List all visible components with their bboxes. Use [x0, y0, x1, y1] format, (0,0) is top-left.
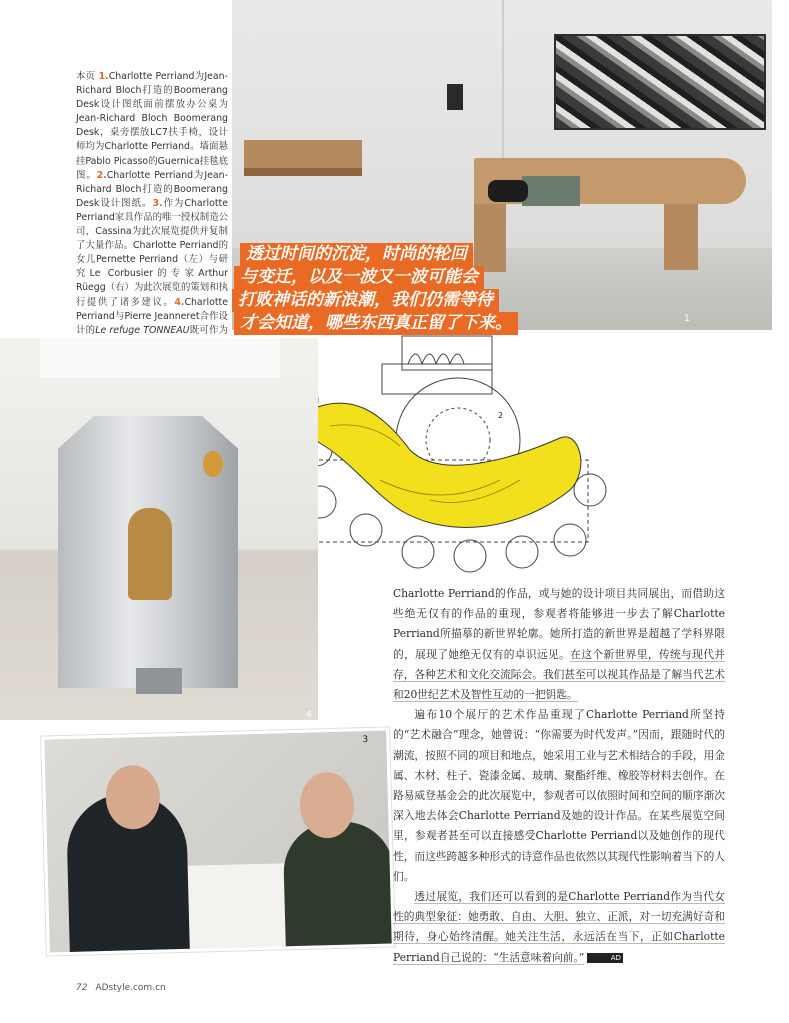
- wall-shelf: [244, 140, 362, 176]
- page-number: 72: [76, 983, 88, 993]
- caption-text-4c: 既可作为: [189, 324, 228, 336]
- caption-intro: 本页: [76, 71, 99, 82]
- photo-number-3: 3: [362, 735, 369, 746]
- photo-number-1: 1: [684, 314, 690, 324]
- boomerang-desk-drawing: [290, 330, 610, 600]
- drawing-desk-shape: [310, 403, 581, 527]
- drawing-shelf: [382, 364, 492, 394]
- caption-number-3: 3.: [152, 197, 163, 209]
- arthur-ruegg: [283, 820, 395, 953]
- quote-line-3: 打败神话的新浪潮，我们仍需等待: [232, 289, 499, 312]
- caption-number-4: 4.: [174, 296, 185, 308]
- drawing-cabinet: [402, 336, 492, 370]
- quote-line-1: 透过时间的沉淀，时尚的轮回: [240, 243, 473, 266]
- caption-text-3: 作为Charlotte Perriand家具作品的唯一授权制造公司，Cassina为此次展览提供并复制了大量作品。Charlotte Perriand的女儿Pernette Perriand（左）与研究Le Corbusier的专家Arthur Rüegg（右）为此次展览的策划和执行提供了诸多建议。: [76, 197, 228, 308]
- article-body: [393, 584, 725, 968]
- drawing-photo-number: 2: [498, 411, 504, 420]
- drawing-seat-9: [574, 474, 606, 506]
- caption-text-4-title: Le refuge TONNEAU: [95, 324, 190, 336]
- caption-number-1: 1.: [98, 71, 109, 82]
- paragraph-1: Charlotte Perriand的作品，或与她的设计项目共同展出，而借助这些绝无仅有的作品的重现，参观者将能够进一步去了解Charlotte Perriand所描摹的新世界轮廓。她所打造的新世界是超越了学科界限的，展现了她绝无仅有的卓识远见。在这个新世界里，传统与现代并存，各种艺术和文化交流际会。我们甚至可以视其作品是了解当代艺术和20世纪艺术及智性互动的一把钥匙。: [393, 587, 725, 702]
- caption-number-2: 2.: [96, 169, 107, 181]
- photo-curators-meeting: [41, 727, 395, 955]
- photo-captions: [76, 70, 228, 352]
- pod-window: [203, 451, 223, 477]
- pull-quote: [232, 243, 532, 335]
- drawing-seat-5: [402, 536, 434, 568]
- skylight: [40, 338, 280, 378]
- photo-tonneau-refuge: [0, 338, 318, 720]
- paragraph-2: 遍布10个展厅的艺术作品重现了Charlotte Perriand所坚持的“艺术融合”理念，她曾说：“你需要为时代发声。”因而，跟随时代的潮流，按照不同的项目和地点，她采用工业与艺术相结合的手段，用金属、木材、柱子、瓷漆金属、玻璃、聚酯纤维、橡胶等材料去创作。在路易威登基金会的此次展览中，参观者可以依照时间和空间的顺序渐次深入地去体会Charlotte Perriand及她的设计作品。在某些展览空间里，参观者甚至可以直接感受Charlotte Perriand以及她创作的现代性，而这些跨越多种形式的诗意作品也依然以其现代性影响着当下的人们。: [393, 708, 725, 883]
- small-frame: [447, 84, 463, 110]
- photo-number-4: 4: [306, 710, 312, 720]
- end-mark: AD: [587, 953, 623, 963]
- caption-text-2: Charlotte Perriand为Jean-Richard Bloch打造的Boomerang Desk设计图纸。: [76, 169, 228, 209]
- quote-line-2: 与变迁，以及一波又一波可能会: [234, 266, 484, 289]
- drawing-seat-7: [506, 536, 538, 568]
- site-url[interactable]: ADstyle.com.cn: [95, 983, 166, 993]
- page-footer: [76, 983, 166, 993]
- paragraph-3: 透过展览，我们还可以看到的是Charlotte Perriand作为当代女性的典型象征：她勇敢、自由、大胆、独立、正派，对一切充满好奇和期待，身心始终清醒。她关注生活，永远活在当下，正如Charlotte Perriand自己说的：“生活意味着向前。” AD: [393, 890, 725, 964]
- lc7-chair: [488, 180, 528, 202]
- desk-drawer: [522, 176, 580, 206]
- drawing-seat-8: [554, 524, 586, 556]
- drawing-inner-circle: [426, 408, 490, 472]
- guernica-tapestry: [554, 34, 766, 130]
- drawing-pleats: [408, 354, 464, 364]
- quote-line-4: 才会知道，哪些东西真正留了下来。: [234, 312, 518, 335]
- pod-door: [128, 508, 172, 600]
- pod-step: [136, 668, 182, 694]
- caption-text-4a: Charlotte Perriand与Pierre Jeanneret合作设计的: [76, 296, 228, 336]
- caption-text-1: Charlotte Perriand为Jean-Richard Bloch打造的Boomerang Desk设计图纸面前摆放办公桌为Jean-Richard Bloch Boomerang Desk，桌旁摆放LC7扶手椅，设计师均为Charlotte Perriand。墙面悬挂Pablo Picasso的Guernica挂毯底图。: [76, 71, 228, 181]
- drawing-seat-4: [350, 514, 382, 546]
- drawing-seat-6: [454, 540, 486, 572]
